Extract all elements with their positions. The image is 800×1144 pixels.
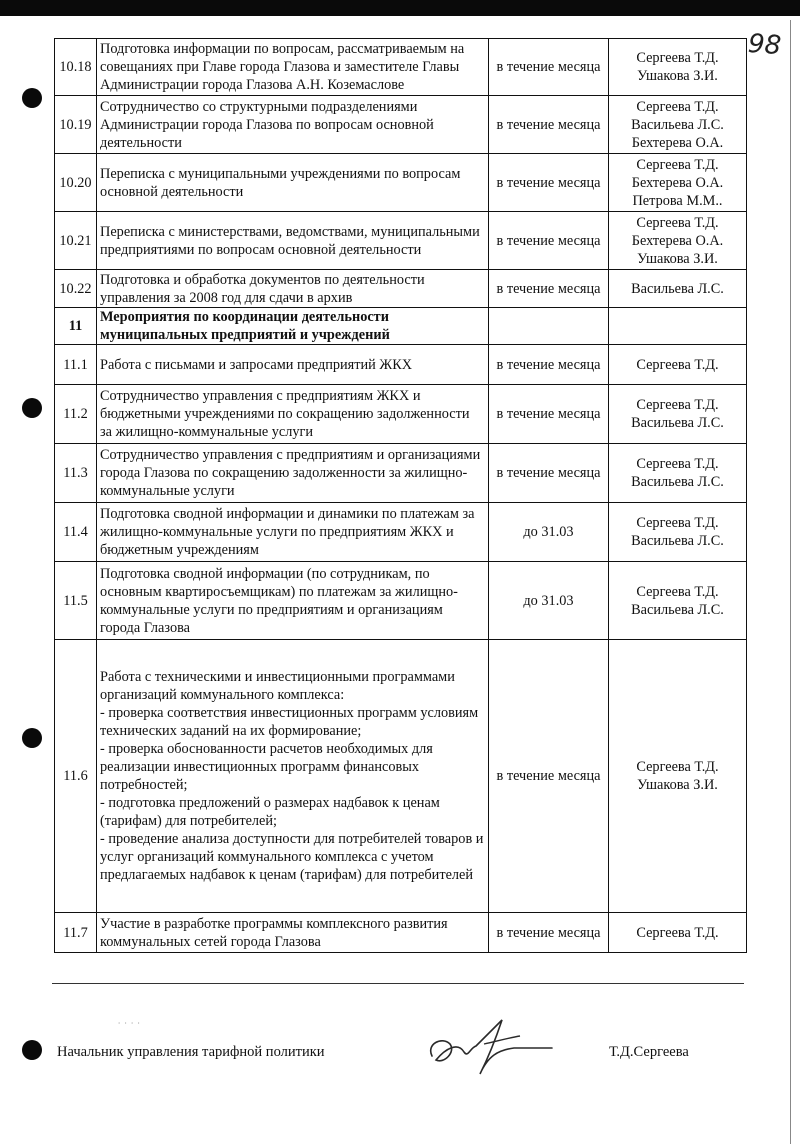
- section-header-row: [55, 308, 747, 345]
- deadline: в течение месяца: [489, 39, 609, 96]
- item-number: 10.20: [55, 154, 97, 212]
- responsible-persons: [609, 385, 747, 444]
- responsible-person: Сергеева Т.Д.: [636, 397, 719, 413]
- item-number: 11.5: [55, 562, 97, 640]
- table-row: [55, 562, 747, 640]
- responsible-person: Сергеева Т.Д.: [636, 50, 719, 66]
- deadline: в течение месяца: [489, 154, 609, 212]
- table-row: [55, 154, 747, 212]
- responsible-person: Ушакова З.И.: [637, 68, 718, 84]
- item-number: 11.7: [55, 913, 97, 953]
- responsible-person: Васильева Л.С.: [631, 601, 724, 618]
- signatory-title: Начальник управления тарифной политики: [57, 1044, 325, 1060]
- deadline: в течение месяца: [489, 444, 609, 503]
- item-number: 10.18: [55, 39, 97, 96]
- table-row: [55, 913, 747, 953]
- activity-description: Подготовка информации по вопросам, рассматриваемым на совещаниях при Главе города Глазова и заместителе Главы Администрации города Глазова А.Н. Коземаслове: [97, 39, 489, 96]
- responsible-persons: [609, 270, 747, 308]
- responsible-person: Сергеева Т.Д.: [636, 583, 719, 600]
- item-number: 11.2: [55, 385, 97, 444]
- table-row: [55, 503, 747, 562]
- table-row: [55, 96, 747, 154]
- scan-right-edge: [790, 20, 791, 1144]
- table-row: [55, 444, 747, 503]
- punch-hole: [22, 88, 42, 108]
- responsible-person: Петрова М.М..: [632, 192, 723, 209]
- item-number: 11.6: [55, 640, 97, 913]
- responsible-person: Васильева Л.С.: [631, 415, 724, 431]
- responsible-person: Ушакова З.И.: [637, 777, 718, 793]
- responsible-person: Васильева Л.С.: [631, 116, 724, 133]
- responsible-persons: [609, 96, 747, 154]
- activity-description: Сотрудничество со структурными подразделениями Администрации города Глазова по вопросам основной деятельности: [97, 96, 489, 154]
- page-number: 98: [746, 28, 783, 62]
- deadline: в течение месяца: [489, 270, 609, 308]
- responsible-persons: [609, 913, 747, 953]
- responsible-persons: [609, 212, 747, 270]
- deadline: в течение месяца: [489, 212, 609, 270]
- responsible-persons: [609, 39, 747, 96]
- responsible-person: Ушакова З.И.: [637, 250, 718, 267]
- activity-description: Мероприятия по координации деятельности муниципальных предприятий и учреждений: [97, 308, 489, 345]
- responsible-persons: [609, 640, 747, 913]
- activity-description: Сотрудничество управления с предприятиям ЖКХ и бюджетными учреждениями по сокращению задолженности за жилищно-коммунальные услуги: [97, 385, 489, 444]
- item-number: 11: [55, 308, 97, 345]
- activity-description: Подготовка и обработка документов по деятельности управления за 2008 год для сдачи в архив: [97, 270, 489, 308]
- table-row: [55, 385, 747, 444]
- punch-hole: [22, 1040, 42, 1060]
- deadline: до 31.03: [489, 503, 609, 562]
- responsible-person: Сергеева Т.Д.: [636, 214, 719, 231]
- responsible-persons: [609, 562, 747, 640]
- deadline: [489, 308, 609, 345]
- signatory-name: Т.Д.Сергеева: [609, 1044, 689, 1060]
- responsible-person: Васильева Л.С.: [631, 474, 724, 490]
- activity-description: Работа с техническими и инвестиционными программами организаций коммунального комплекса: - проверка соответствия инвестиционных программ условиям технических заданий на их формирование; - проверка обоснованности расчетов необходимых для реализации инвестиционных программ финансовых потребностей; - подготовка предложений о размерах надбавок к ценам (тарифам) для потребителей; - проведение анализа доступности для потребителей товаров и услуг организаций коммунального комплекса с учетом предлагаемых надбавок к ценам (тарифам) для потребителей: [97, 640, 489, 913]
- responsible-persons: [609, 444, 747, 503]
- item-number: 11.3: [55, 444, 97, 503]
- deadline: в течение месяца: [489, 345, 609, 385]
- table-row: [55, 270, 747, 308]
- activity-description: Подготовка сводной информации и динамики по платежам за жилищно-коммунальные услуги по предприятиям ЖКХ и бюджетным учреждениям: [97, 503, 489, 562]
- deadline: до 31.03: [489, 562, 609, 640]
- activity-description: Подготовка сводной информации (по сотрудникам, по основным квартиросъемщикам) по платежам за жилищно-коммунальные услуги по предприятиям и организациям города Глазова: [97, 562, 489, 640]
- responsible-person: Сергеева Т.Д.: [636, 156, 719, 173]
- responsible-person: Сергеева Т.Д.: [636, 759, 719, 775]
- item-number: 11.1: [55, 345, 97, 385]
- handwritten-signature: [424, 1008, 554, 1088]
- responsible-person: Бехтерева О.А.: [631, 174, 724, 191]
- item-number: 10.21: [55, 212, 97, 270]
- responsible-person: Сергеева Т.Д.: [636, 98, 719, 115]
- activity-description: Работа с письмами и запросами предприятий ЖКХ: [97, 345, 489, 385]
- table-bottom-rule: [52, 983, 744, 984]
- responsible-person: Васильева Л.С.: [631, 533, 724, 549]
- responsible-persons: [609, 345, 747, 385]
- deadline: в течение месяца: [489, 913, 609, 953]
- responsible-person: Сергеева Т.Д.: [636, 924, 719, 941]
- item-number: 11.4: [55, 503, 97, 562]
- activity-description: Переписка с министерствами, ведомствами, муниципальными предприятиями по вопросам основной деятельности: [97, 212, 489, 270]
- activity-description: Переписка с муниципальными учреждениями по вопросам основной деятельности: [97, 154, 489, 212]
- table-row: [55, 345, 747, 385]
- table-row: [55, 212, 747, 270]
- faint-stamp-mark: ∙ ∙ ∙ ∙: [118, 1018, 141, 1028]
- responsible-person: Бехтерева О.А.: [631, 134, 724, 151]
- item-number: 10.22: [55, 270, 97, 308]
- responsible-persons: [609, 308, 747, 345]
- table-row: [55, 640, 747, 913]
- responsible-person: Сергеева Т.Д.: [636, 515, 719, 531]
- deadline: в течение месяца: [489, 385, 609, 444]
- activity-description: Участие в разработке программы комплексного развития коммунальных сетей города Глазова: [97, 913, 489, 953]
- responsible-person: Васильева Л.С.: [631, 280, 724, 297]
- responsible-person: Сергеева Т.Д.: [636, 456, 719, 472]
- responsible-person: Бехтерева О.А.: [631, 232, 724, 249]
- responsible-person: Сергеева Т.Д.: [636, 356, 719, 373]
- table-row: [55, 39, 747, 96]
- activity-description: Сотрудничество управления с предприятиям и организациями города Глазова по сокращению задолженности за жилищно-коммунальные услуги: [97, 444, 489, 503]
- punch-hole: [22, 398, 42, 418]
- responsible-persons: [609, 503, 747, 562]
- deadline: в течение месяца: [489, 640, 609, 913]
- scan-top-edge: [0, 0, 800, 16]
- punch-hole: [22, 728, 42, 748]
- deadline: в течение месяца: [489, 96, 609, 154]
- work-plan-table: [54, 38, 747, 953]
- item-number: 10.19: [55, 96, 97, 154]
- responsible-persons: [609, 154, 747, 212]
